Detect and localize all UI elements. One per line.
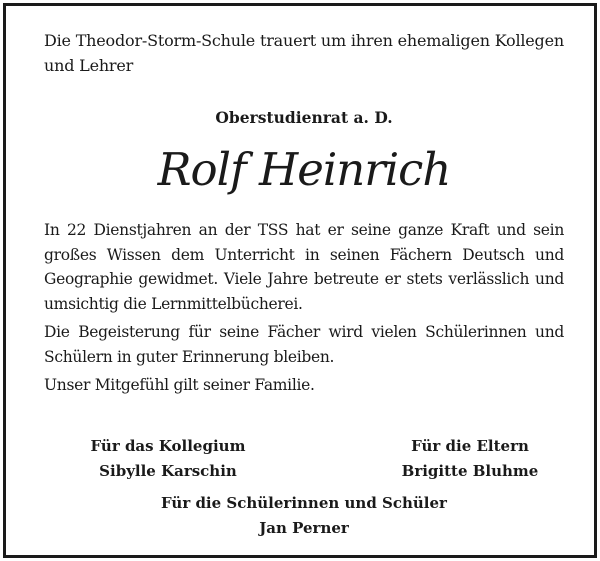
signature-students-group: Für die Schülerinnen und Schüler — [161, 494, 447, 512]
signature-parents — [370, 434, 570, 483]
paragraph-service: In 22 Dienstjahren an der TSS hat er seine ganze Kraft und sein großes Wissen dem Unterricht in seinen Fächern Deutsch und Geographie gewidmet. Viele Jahre betreute er stets verlässlich und umsichtig die Lernmittelbücherei. — [44, 221, 564, 313]
signature-staff-group: Für das Kollegium — [90, 437, 246, 455]
deceased-rank: Oberstudienrat a. D. — [215, 108, 393, 127]
signature-parents-group: Für die Eltern — [411, 437, 529, 455]
paragraph-condolence: Unser Mitgefühl gilt seiner Familie. — [44, 376, 315, 394]
notice-frame — [3, 3, 597, 558]
paragraph-enthusiasm: Die Begeisterung für seine Fächer wird vielen Schülerinnen und Schülern in guter Erinnerung bleiben. — [44, 323, 564, 366]
notice-body — [44, 218, 564, 402]
deceased-name: Rolf Heinrich — [157, 143, 451, 196]
signature-students — [44, 491, 564, 540]
signature-staff — [48, 434, 288, 483]
signature-staff-person: Sibylle Karschin — [99, 461, 237, 480]
signature-parents-person: Brigitte Bluhme — [401, 461, 539, 480]
intro-text: Die Theodor-Storm-Schule trauert um ihren ehemaligen Kollegen und Lehrer — [44, 31, 564, 75]
signature-students-person: Jan Perner — [259, 518, 349, 537]
notice-content — [44, 28, 564, 537]
